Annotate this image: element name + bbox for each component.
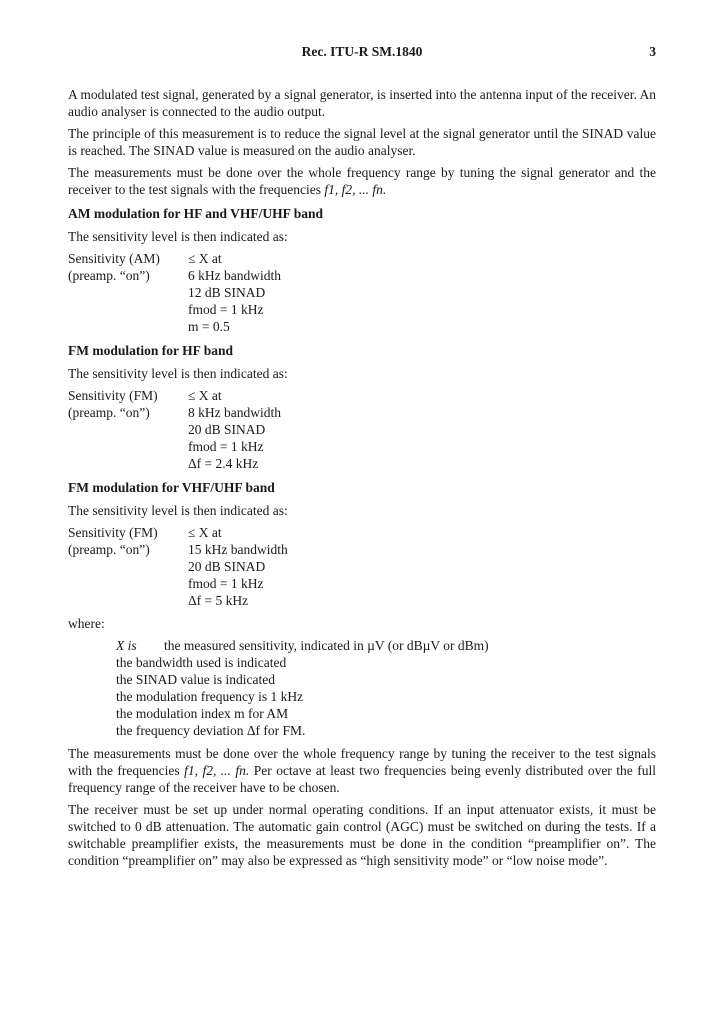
page-number: 3 [649,44,656,59]
sensitivity-label-line: Sensitivity (FM) [68,388,158,403]
where-definitions [116,637,656,739]
frequency-list: f1, f2, ... fn. [184,763,250,778]
paragraph-principle: The principle of this measurement is to reduce the signal level at the signal generator until the SINAD value is reached. The SINAD value is measured on the audio analyser. [68,126,656,158]
value-line: Δf = 5 kHz [188,593,249,608]
where-item-key: X is [116,638,137,653]
section-heading-am: AM modulation for HF and VHF/UHF band [68,206,324,221]
sensitivity-values [188,524,288,609]
document-title: Rec. ITU-R SM.1840 [301,44,423,59]
value-line: fmod = 1 kHz [188,439,264,454]
where-label: where: [68,616,105,631]
value-line: 20 dB SINAD [188,559,266,574]
value-line: 20 dB SINAD [188,422,266,437]
value-line: 8 kHz bandwidth [188,405,281,420]
paragraph-intro: A modulated test signal, generated by a signal generator, is inserted into the antenna input of the receiver. An audio analyser is connected to the audio output. [68,87,656,119]
section-heading-fm-vhf-uhf: FM modulation for VHF/UHF band [68,480,275,495]
value-line: 15 kHz bandwidth [188,542,288,557]
where-item: the modulation frequency is 1 kHz [116,689,304,704]
preamp-label-line: (preamp. “on”) [68,405,150,420]
sensitivity-label [68,524,188,609]
sensitivity-values [188,250,281,335]
section-heading-fm-hf: FM modulation for HF band [68,343,234,358]
where-item: the bandwidth used is indicated [116,655,287,670]
section-intro: The sensitivity level is then indicated as: [68,503,288,518]
where-item-definition: the measured sensitivity, indicated in µV (or dBµV or dBm) [164,638,489,653]
where-item-x [116,637,656,654]
preamp-label-line: (preamp. “on”) [68,542,150,557]
sensitivity-label-line: Sensitivity (AM) [68,251,160,266]
paragraph-setup: The receiver must be set up under normal operating conditions. If an input attenuator exists, it must be switched to 0 dB attenuation. The automatic gain control (AGC) must be switched on during the tests. If a switchable preamplifier exists, the measurements must be done in the condition “preamplifier on”. The condition “preamplifier on” may also be expressed as “high sensitivity mode” or “low noise mode”. [68,802,656,868]
value-line: m = 0.5 [188,319,230,334]
value-line: ≤ X at [188,525,222,540]
sensitivity-label-line: Sensitivity (FM) [68,525,158,540]
sensitivity-block-fm-vhf-uhf [68,524,656,609]
paragraph-text: Per octave at least two frequencies being evenly distributed over the full frequency range of the receiver have to be chosen. [68,763,656,795]
paragraph-text: The measurements must be done over the whole frequency range by tuning the signal generator and the receiver to the test signals with the frequencies [68,165,656,197]
value-line: ≤ X at [188,388,222,403]
where-item: the frequency deviation Δf for FM. [116,723,306,738]
frequency-list: f1, f2, ... fn. [324,182,387,197]
value-line: 6 kHz bandwidth [188,268,281,283]
paragraph-text: The measurements must be done over the whole frequency range by tuning the receiver to the test signals with the frequencies [68,746,656,778]
sensitivity-block-am [68,250,656,335]
value-line: fmod = 1 kHz [188,576,264,591]
sensitivity-block-fm-hf [68,387,656,472]
section-intro: The sensitivity level is then indicated as: [68,366,288,381]
document-body [68,86,656,874]
sensitivity-label [68,250,188,335]
value-line: fmod = 1 kHz [188,302,264,317]
value-line: Δf = 2.4 kHz [188,456,259,471]
where-item: the modulation index m for AM [116,706,289,721]
preamp-label-line: (preamp. “on”) [68,268,150,283]
value-line: ≤ X at [188,251,222,266]
where-item: the SINAD value is indicated [116,672,275,687]
paragraph-frequency-range [68,164,656,198]
value-line: 12 dB SINAD [188,285,266,300]
page-header [68,44,656,62]
section-intro: The sensitivity level is then indicated as: [68,229,288,244]
paragraph-octave [68,745,656,796]
sensitivity-label [68,387,188,472]
sensitivity-values [188,387,281,472]
